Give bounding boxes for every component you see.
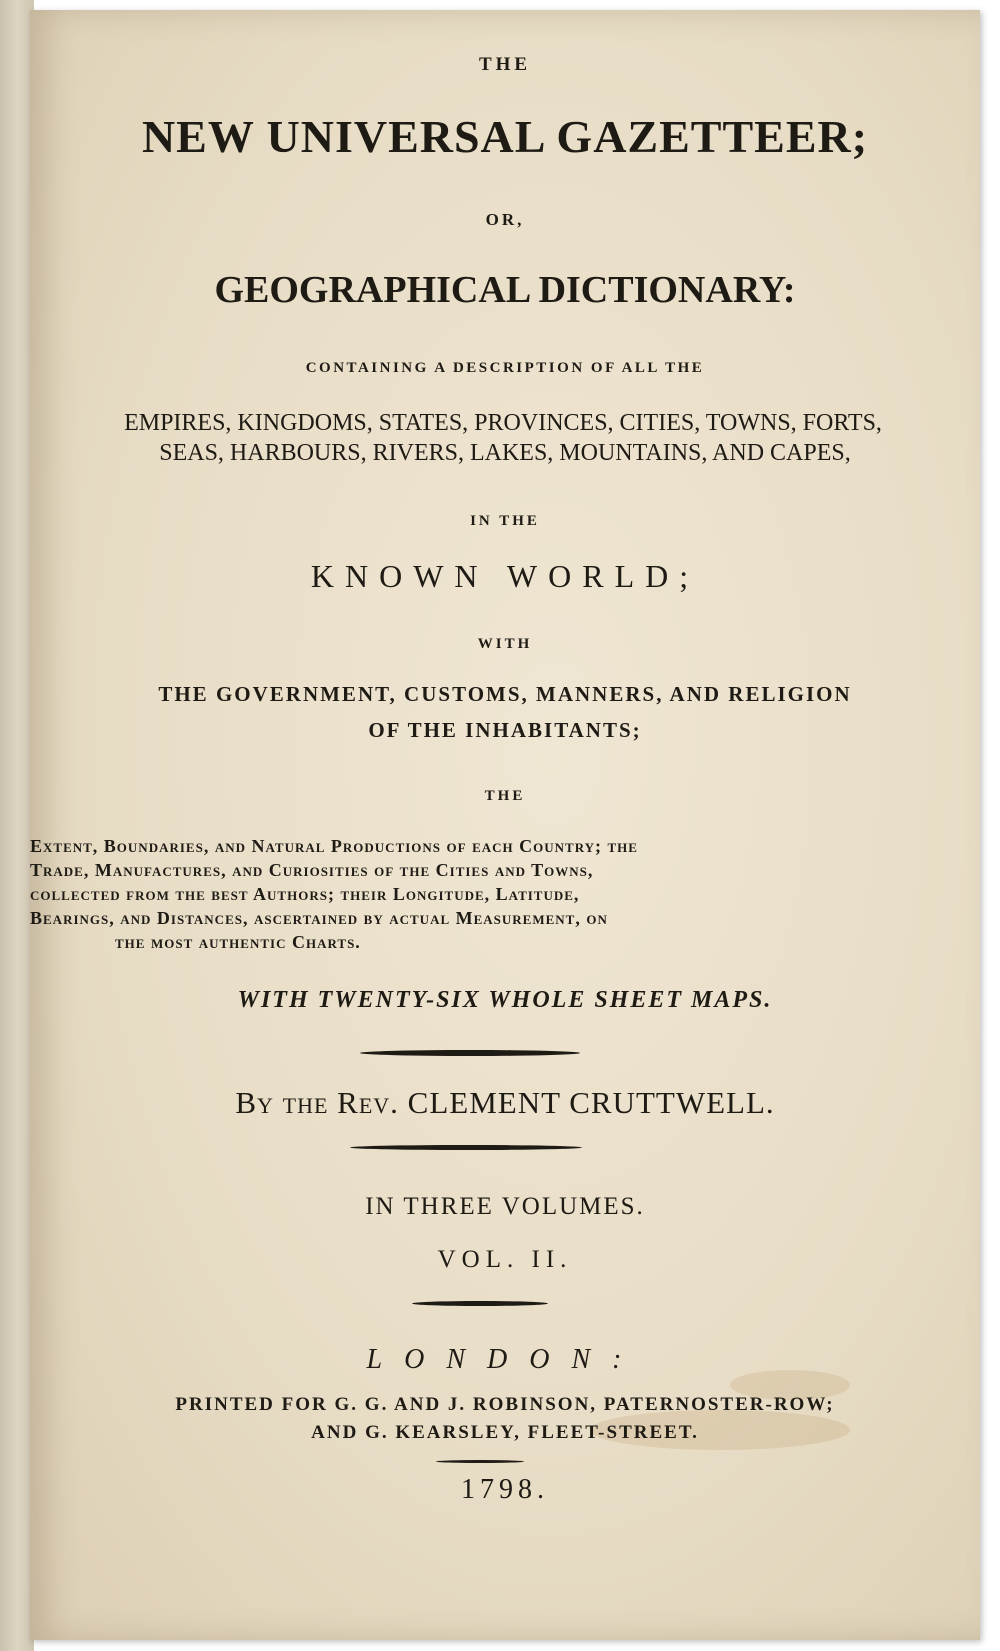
extent-line-4: Bearings, and Distances, ascertained by actual Measurement, on [30,908,608,928]
heading-the: THE [478,54,532,75]
title-page [30,10,980,1640]
maps-line: WITH TWENTY-SIX WHOLE SHEET MAPS. [237,987,773,1013]
imprint-city: LONDON: [366,1344,644,1375]
imprint-line-2: AND G. KEARSLEY, FLEET-STREET. [311,1422,699,1443]
extent-line-2: Trade, Manufactures, and Curiosities of the Cities and Towns, [30,860,594,880]
publication-year: 1798. [461,1474,549,1505]
government-line-2: OF THE INHABITANTS; [368,718,642,742]
divider-rule [350,1145,582,1150]
imprint-line-1: PRINTED FOR G. G. AND J. ROBINSON, PATERNOSTER-ROW; [175,1394,835,1415]
extent-line-1: Extent, Boundaries, and Natural Productions of each Country; the [30,836,638,856]
volumes-line: IN THREE VOLUMES. [365,1193,645,1220]
empires-line-1: EMPIRES, KINGDOMS, STATES, PROVINCES, CITIES, TOWNS, FORTS, [124,410,882,436]
with-line: WITH [477,636,533,652]
main-title: NEW UNIVERSAL GAZETTEER; [141,111,869,162]
containing-line: CONTAINING A DESCRIPTION OF ALL THE [305,360,705,376]
the-line: THE [484,788,526,804]
volume-number: VOL. II. [437,1246,573,1273]
subtitle: GEOGRAPHICAL DICTIONARY: [214,269,796,311]
extent-line-5: the most authentic Charts. [115,932,361,952]
author-line: By the Rev. CLEMENT CRUTTWELL. [235,1085,775,1120]
divider-rule [412,1301,548,1306]
known-world: KNOWN WORLD; [310,558,700,594]
empires-line-2: SEAS, HARBOURS, RIVERS, LAKES, MOUNTAINS, AND CAPES, [159,440,851,466]
in-the-line: IN THE [470,513,540,529]
government-line-1: THE GOVERNMENT, CUSTOMS, MANNERS, AND RELIGION [158,682,852,706]
extent-line-3: collected from the best Authors; their Longitude, Latitude, [30,884,580,904]
divider-rule [436,1460,524,1463]
book-spine-edge [0,0,34,1651]
divider-rule [360,1050,580,1056]
heading-or: OR, [485,210,525,229]
